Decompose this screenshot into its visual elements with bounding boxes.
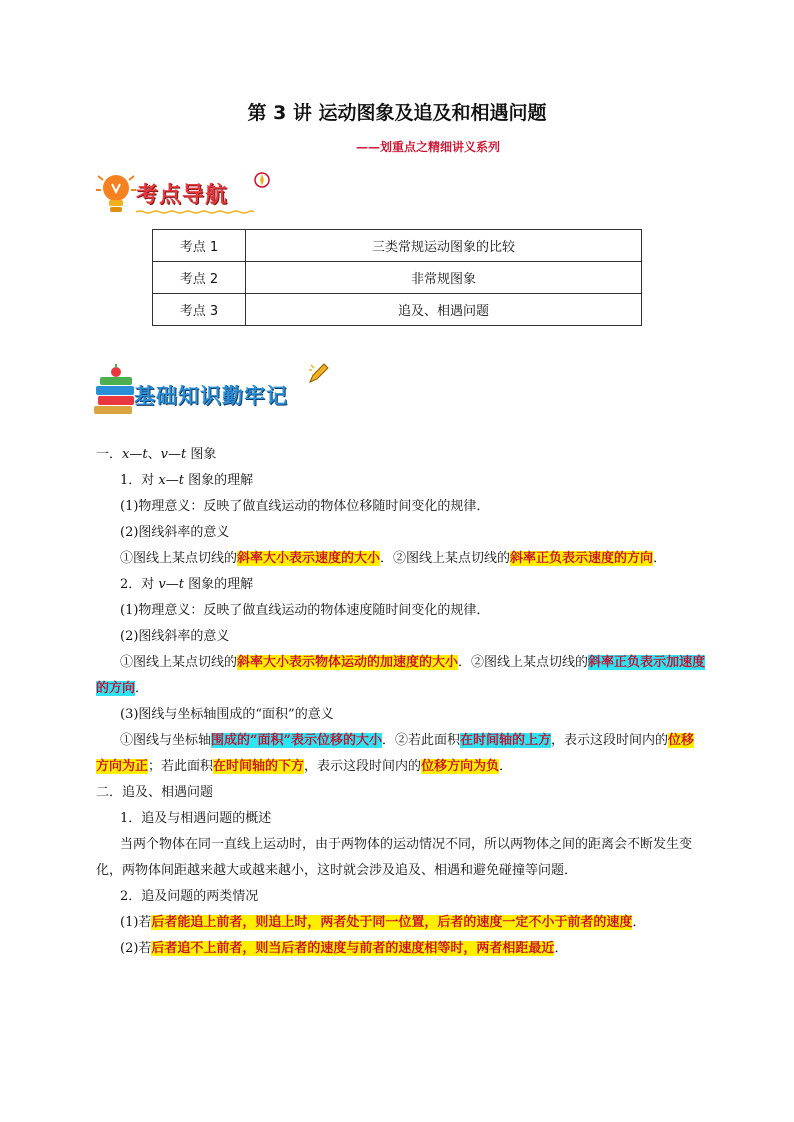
- subsection-heading-2-1: 1．追及与相遇问题的概述: [120, 811, 272, 826]
- subsection-heading-1-1: 1．对 x—t 图象的理解: [120, 473, 254, 488]
- basic-knowledge-banner-text: 基础知识勤牢记: [134, 384, 288, 408]
- table-cell-topic: 追及、相遇问题: [246, 294, 642, 326]
- highlight: 位移方向为负: [421, 759, 500, 774]
- table-row: [153, 230, 642, 262]
- highlight: 后者能追上前者，则追上时，两者处于同一位置，后者的速度一定不小于前者的速度: [151, 915, 633, 930]
- subsection-heading-2-2: 2．追及问题的两类情况: [120, 889, 259, 904]
- exam-points-table: [152, 229, 642, 326]
- paragraph: ①图线上某点切线的斜率大小表示速度的大小．②图线上某点切线的斜率正负表示速度的方向．: [120, 551, 667, 566]
- highlight: 在时间轴的上方: [460, 733, 552, 748]
- wavy-underline: [136, 210, 254, 214]
- table-cell-label: 考点 2: [153, 262, 246, 294]
- paragraph: ①图线与坐标轴围成的“面积”表示位移的大小．②若此面积在时间轴的上方，表示这段时间内的位移方向为正；若此面积在时间轴的下方，表示这段时间内的位移方向为负．: [96, 733, 695, 774]
- compass-icon: [254, 172, 270, 188]
- paragraph: ①图线上某点切线的斜率大小表示物体运动的加速度的大小．②图线上某点切线的斜率正负表示加速度的方向．: [96, 655, 706, 696]
- lightbulb-icon: [96, 170, 136, 218]
- paragraph: (1)物理意义：反映了做直线运动的物体位移随时间变化的规律．: [120, 499, 490, 514]
- section-heading-2: 二．追及、相遇问题: [96, 785, 214, 800]
- paragraph: (2)若后者追不上前者，则当后者的速度与前者的速度相等时，两者相距最近．: [120, 941, 568, 956]
- paragraph: (1)若后者能追上前者，则追上时，两者处于同一位置，后者的速度一定不小于前者的速度．: [120, 915, 646, 930]
- basic-knowledge-banner: [92, 362, 342, 422]
- table-row: [153, 262, 642, 294]
- highlight: 后者追不上前者，则当后者的速度与前者的速度相等时，两者相距最近: [151, 941, 555, 956]
- paragraph: (2)图线斜率的意义: [120, 629, 230, 644]
- table-cell-label: 考点 1: [153, 230, 246, 262]
- table-cell-topic: 三类常规运动图象的比较: [246, 230, 642, 262]
- books-icon: [92, 362, 140, 422]
- table-row: [153, 294, 642, 326]
- subsection-heading-1-2: 2．对 v—t 图象的理解: [120, 577, 254, 592]
- paragraph: (1)物理意义：反映了做直线运动的物体速度随时间变化的规律．: [120, 603, 490, 618]
- table-cell-label: 考点 3: [153, 294, 246, 326]
- highlight: 示加速度的方向: [96, 655, 706, 696]
- table-cell-topic: 非常规图象: [246, 262, 642, 294]
- highlight: 斜率正负表示速度的方向: [510, 551, 654, 566]
- paragraph: 当两个物体在同一直线上运动时，由于两物体的运动情况不同，所以两物体之间的距离会不断发生变化，两物体间距越来越大或越来越小，这时就会涉及追及、相遇和避免碰撞等问题．: [96, 837, 693, 878]
- exam-points-banner: [96, 170, 266, 220]
- page-title: 第 3 讲 运动图象及追及和相遇问题: [247, 102, 547, 124]
- highlight: 围成的“面积”表示位移的大小: [211, 733, 382, 748]
- pen-icon: [308, 362, 330, 384]
- paragraph: (2)图线斜率的意义: [120, 525, 230, 540]
- document-body: [96, 442, 706, 962]
- highlight: 斜率正负表: [588, 655, 654, 670]
- paragraph: (3)图线与坐标轴围成的“面积”的意义: [120, 707, 334, 722]
- exam-points-banner-text: 考点导航: [136, 183, 229, 208]
- highlight: 斜率大小表示物体运动的加速度的大小: [237, 655, 459, 670]
- highlight: 斜率大小表示速度的大小: [237, 551, 381, 566]
- section-heading-1: 一．x—t、v—t 图象: [96, 447, 217, 462]
- highlight: 位移方向为正: [96, 733, 695, 774]
- highlight: 在时间轴的下方: [213, 759, 305, 774]
- series-subtitle: ——划重点之精细讲义系列: [355, 140, 500, 154]
